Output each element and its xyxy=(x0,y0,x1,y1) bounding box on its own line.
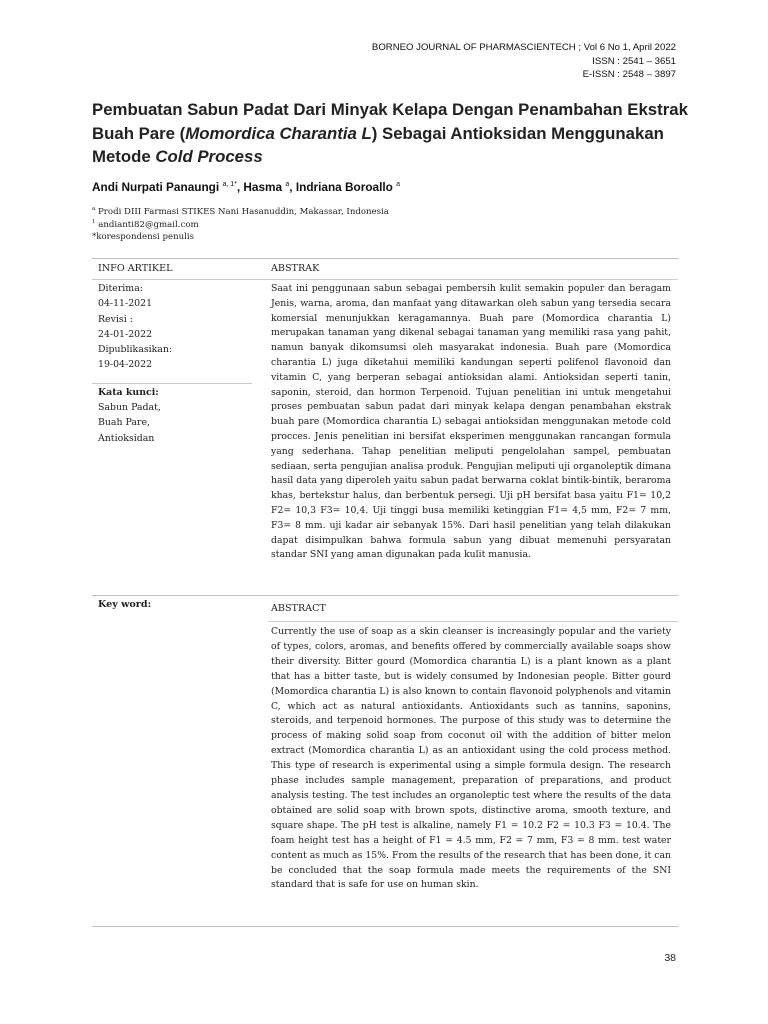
table-top-rule xyxy=(92,258,678,259)
abstract-header: ABSTRACT xyxy=(271,603,326,614)
journal-issn: ISSN : 2541 – 3651 xyxy=(592,55,676,67)
abstract-header-rule xyxy=(268,621,678,622)
keywords-label: Kata kunci: xyxy=(98,386,159,398)
page-number: 38 xyxy=(664,952,676,964)
published-label: Dipublikasikan: xyxy=(98,344,173,356)
journal-citation: BORNEO JOURNAL OF PHARMASCIENTECH ; Vol 6 No 1, April 2022 xyxy=(371,42,676,53)
author: Indriana Boroallo $^a$ xyxy=(295,180,401,194)
keyword-item: Sabun Padat, xyxy=(98,402,161,414)
info-artikel-header: INFO ARTIKEL xyxy=(98,263,173,274)
abstrak-text: Saat ini penggunaan sabun sebagai pembersih kulit semakin populer dan beragam Jenis, warna, aroma, dan manfaat yang ditawarkan oleh sabun yang tersedia secara komersial menunjukkan keragamannya. Buah pare (Momordica charantia L) merupakan tanaman yang dikenal sebagai tanaman yang memiliki rasa yang pahit, namun banyak dikomsumsi oleh masyarakat indonesia. Buah pare (Momordica charantia L) juga diketahui memiliki kandungan seperti polifenol flavonoid dan vitamin C, yang berperan sebagai antioksidan alami. Antioksidan seperti tanin, saponin, steroid, dan hormon Terpenoid. Tujuan penelitian ini untuk mengetahui proses pembuatan sabun padat dari minyak kelapa dengan penambahan ekstrak buah pare (Momordica charantia L) sebagai antioksidan menggunakan metode cold procces. Jenis penelitian ini bersifat eksperimen menggunakan rancangan formula yang sederhana. Tahap penelitian meliputi pengelolahan sampel, pembuatan sediaan, serta pengujian analisa produk. Pengujian meliputi uji organoleptik dimana hasil data yang diperoleh yaitu sabun padat berwarna coklat bintik-bintik, beraroma khas, bertekstur halus, dan berbentuk persegi. Uji pH bersifat basa yaitu F1= 10,2 F2= 10,3 F3= 10,4. Uji tinggi busa memiliki ketinggian F1= 4,5 mm, F2= 7 mm, F3= 8 mm. uji kadar air sebanyak 15%. Dari hasil penelitian yang telah dilakukan dapat disimpulkan bahwa formula sabun yang dibuat memenuhi persyaratan standar SNI yang aman digunakan pada kulit manusia. xyxy=(271,283,671,561)
revised-label: Revisi : xyxy=(98,313,133,325)
affiliation-line: $^a$ Prodi DIII Farmasi STIKES Nani Hasanuddin, Makassar, Indonesia xyxy=(92,206,389,217)
journal-eissn: E-ISSN : 2548 – 3897 xyxy=(582,69,676,80)
author-email: $^1$ andianti82@gmail.com xyxy=(92,218,199,230)
title-species: Momordica Charantia L xyxy=(185,123,372,143)
article-info xyxy=(98,281,258,446)
paper-title xyxy=(92,98,692,169)
author-list xyxy=(92,180,400,194)
author: Andi Nurpati Panaungi $^{a, 1*}$, xyxy=(92,180,244,194)
title-method: Cold Process xyxy=(155,147,263,166)
revised-date: 24-01-2022 xyxy=(98,328,153,340)
journal-header xyxy=(372,41,676,82)
keyword-en-label: Key word: xyxy=(98,599,152,610)
received-date: 04-11-2021 xyxy=(98,298,153,310)
title-part1: Pembuatan Sabun Padat Dari Minyak Kelapa Dengan Penambahan Ekstrak Buah Pare ( xyxy=(92,100,688,143)
abstrak-header: ABSTRAK xyxy=(271,263,320,274)
keyword-item: Buah Pare, xyxy=(98,417,151,429)
author: Hasma $^a$, xyxy=(243,180,296,194)
table-bottom-rule xyxy=(92,926,678,927)
published-date: 19-04-2022 xyxy=(98,359,153,371)
abstrak-bottom-rule xyxy=(92,595,678,596)
correspondence-note: *korespondensi penulis xyxy=(92,232,195,243)
abstract-text: Currently the use of soap as a skin cleanser is increasingly popular and the variety of types, colors, aromas, and benefits offered by commercially available soaps show their diversity. Bitter gourd (Momordica charantia L) is a plant known as a plant that has a bitter taste, but is widely consumed by Indonesian people. Bitter gourd (Momordica charantia L) is also known to contain flavonoid polyphenols and vitamin C, which act as natural antioxidants. Antioxidants such as tannins, saponins, steroids, and terpenoid hormones. The purpose of this study was to determine the process of making solid soap from coconut oil with the addition of bitter melon extract (Momordica charantia L) as an antioxidant using the cold process method. This type of research is experimental using a simple formula design. The research phase includes sample management, preparation of preparations, and product analysis testing. The test includes an organoleptic test where the results of the data obtained are solid soap with brown spots, distinctive aroma, smooth texture, and square shape. The pH test is alkaline, namely F1 = 10.2 F2 = 10.3 F3 = 10.4. The foam height test has a height of F1 = 4.5 mm, F2 = 7 mm, F3 = 8 mm. test water content as much as 15%. From the results of the research that has been done, it can be concluded that the soap formula made meets the requirements of the SNI standard that is safe for use on human skin. xyxy=(271,626,671,891)
keyword-item: Antioksidan xyxy=(98,432,155,444)
table-header-rule xyxy=(92,279,678,280)
title-part2: ) Sebagai Antioksidan Menggunakan Metode xyxy=(92,123,664,166)
received-label: Diterima: xyxy=(98,283,143,294)
affiliations xyxy=(92,206,389,244)
